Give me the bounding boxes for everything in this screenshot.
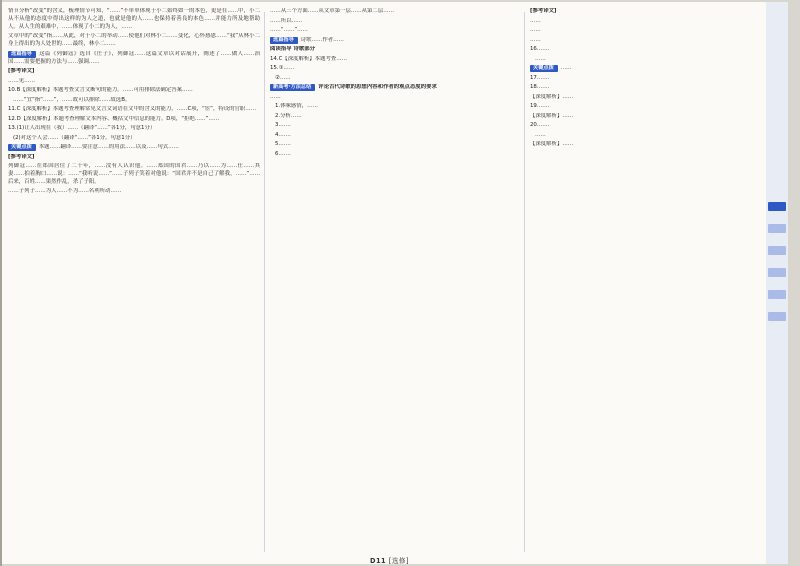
method-item: 5.…… (275, 141, 291, 147)
paragraph: (2)对这个人会……（翻译“……”各1分，句意1分） (13, 134, 136, 141)
column-right (530, 8, 752, 556)
method-item: 1.体味感情，…… (275, 103, 318, 109)
side-index-tab[interactable] (768, 312, 786, 321)
paragraph: …… (535, 55, 546, 62)
method-item: 4.…… (275, 131, 291, 138)
section-heading: [参考译文] (530, 8, 557, 14)
method-item: 3.…… (275, 122, 291, 128)
side-index-tab[interactable] (768, 246, 786, 255)
paragraph: …… (530, 36, 541, 43)
paragraph: …… (530, 27, 541, 33)
section-tag: 选篇指导 (8, 51, 36, 58)
paragraph (270, 84, 520, 92)
paragraph: 19.…… (530, 103, 550, 109)
paragraph: …… (530, 17, 541, 24)
side-index-tab[interactable] (768, 268, 786, 277)
paragraph (530, 65, 752, 73)
page-number-suffix: [选修] (388, 557, 410, 564)
paragraph: 12.D【深度解析】本题考查理解文本内容、概括文中信息的能力。D项，“拒绝……”…… (8, 115, 220, 122)
paragraph: 【深度解析】…… (530, 141, 574, 147)
column-left (8, 8, 260, 556)
paragraph: ……见…… (8, 77, 35, 84)
paragraph (8, 144, 260, 152)
paragraph (8, 51, 260, 67)
side-index-bar (766, 2, 788, 564)
section-heading: 阅读指导 诗歌部分 (270, 46, 316, 52)
paragraph: 情节分析“改变”的含义，梳理情节可知，“……”不单单体现于小二始终如一的本色，更是在……中，小二从不从他的态度中得出这样的为人之道，也就是他的人……也保持着善良的本色……并能力所及地帮助人。从人生的艰难中，……体现了小二的为人，…… (8, 8, 260, 30)
section-tag: 关键点拨 (8, 144, 36, 151)
section-heading: [参考译文] (8, 68, 35, 75)
paragraph: 14.C【深度解析】本题考查…… (270, 55, 348, 62)
paragraph: 【深度解析】…… (530, 93, 574, 100)
method-heading: 评论古代诗歌的思想内容和作者的观点态度的要求 (318, 84, 437, 90)
section-tag: 新高考·方法总结 (270, 84, 315, 91)
paragraph-text: …… (560, 65, 572, 71)
section-heading: [参考译文] (8, 153, 35, 160)
paragraph: ……“……”…… (270, 27, 308, 33)
paragraph (270, 37, 520, 45)
method-item: 2.分析…… (275, 112, 302, 119)
section-tag: 关键点拨 (530, 65, 558, 72)
paragraph: 列御寇……在郑国居住了二十年，……没有人认识他。……郑国的国君……乃以……为……仕……其妻……拍着胸口……说：……“我听说……”……子列子笑着对他说：“国君并不是自己了解我，……”……后来，百姓……果然作乱，杀了子阳。 (8, 163, 260, 185)
paragraph-text: 这篇《列御寇》选自《庄子》，列御寇……这篇文章以对话展开，阐述了……做人……治国……需要把握的方法与……强调…… (8, 50, 260, 65)
column-divider (264, 12, 265, 552)
paragraph-text: 诗歌……作者…… (300, 36, 344, 43)
side-index-tab[interactable] (768, 224, 786, 233)
paragraph-text: 本题……翻译……要注意……的用法……以及……句式…… (38, 144, 179, 151)
page-number (370, 555, 409, 564)
paragraph: ……子列子……为人……不为……名利所动…… (8, 188, 122, 195)
paragraph: …… (535, 131, 546, 138)
paragraph: ……所以…… (270, 17, 303, 24)
paragraph: ②…… (275, 74, 291, 81)
paragraph: 10.B【深度解析】本题考查文言文断句的能力。……可用排除法确定答案…… (8, 87, 193, 94)
paragraph: 15.①…… (270, 65, 295, 71)
method-list (270, 103, 520, 158)
paragraph: 11.C【深度解析】本题考查理解常见文言文词语在文中的含义的能力，……C项，“宦”，特设的官职…… (8, 106, 257, 113)
page (2, 2, 788, 564)
page-number-value: D11 (370, 557, 387, 564)
column-divider (524, 12, 525, 552)
paragraph: …… (270, 93, 281, 100)
method-item: 6.…… (275, 150, 291, 157)
column-middle (270, 8, 520, 556)
section-tag: 选篇指导 (270, 37, 298, 44)
side-index-tab[interactable] (768, 202, 786, 211)
paragraph: 13.(1)让人出现在（我）……（翻译“……”各1分，句意1分） (8, 125, 156, 132)
paragraph: 17.…… (530, 74, 550, 81)
paragraph: ……“宜”指“……”，……故可以排除……故选B。 (13, 96, 131, 103)
paragraph: ……从三个方面……从文章第一层……从第二层…… (270, 8, 394, 14)
paragraph: 16.…… (530, 46, 550, 52)
paragraph: 【深度解析】…… (530, 112, 574, 119)
paragraph: 20.…… (530, 122, 550, 128)
paragraph: 18.…… (530, 84, 550, 90)
side-index-tab[interactable] (768, 290, 786, 299)
paragraph: 文章中的“改变”指……从此，对于小二的举动……使他们对林小二……变化，心怀感恩……“我”从林小二身上得出的为人处世的……最终，林小二…… (8, 33, 260, 48)
